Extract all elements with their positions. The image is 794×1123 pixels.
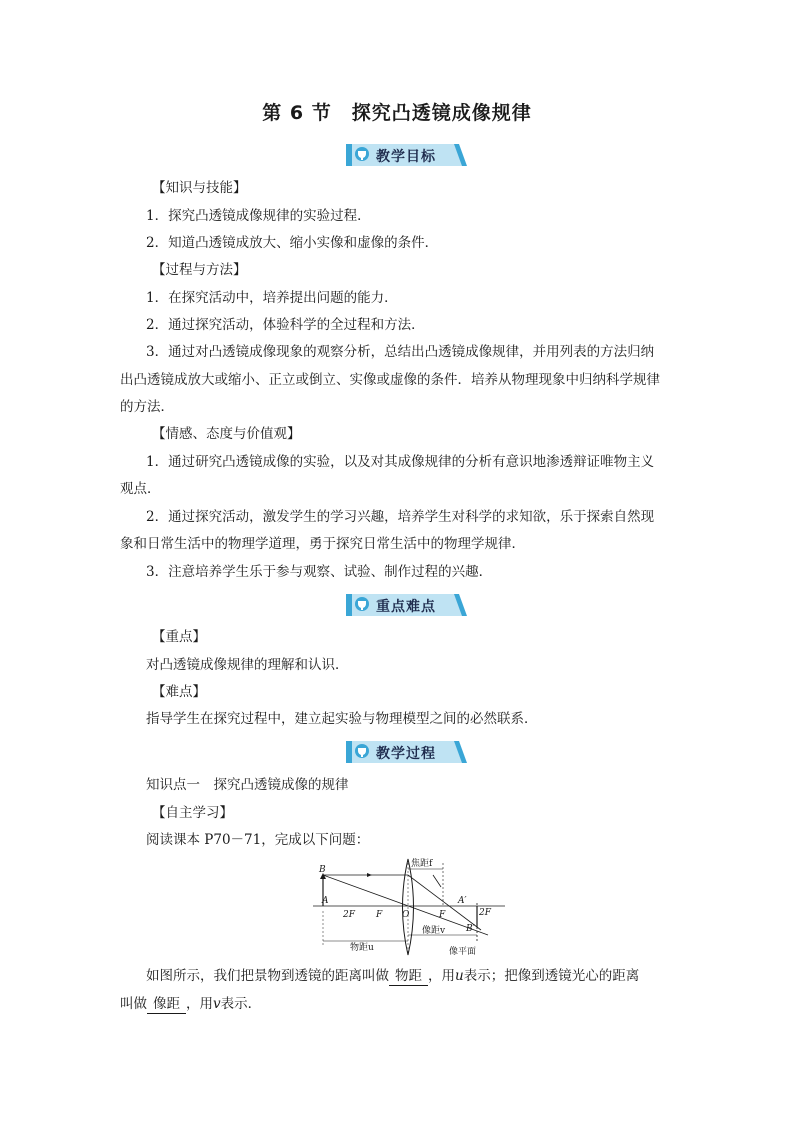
heading-key-point: 【重点】 [152, 629, 206, 645]
reading-instruction: 阅读课本 P70－71，完成以下问题： [146, 832, 370, 848]
variable-u: u [455, 968, 464, 984]
question-text: 如图所示，我们把景物到透镜的距离叫做 [146, 968, 389, 984]
key-point-text: 对凸透镜成像规律的理解和认识． [146, 657, 349, 673]
convex-lens-diagram [305, 855, 515, 960]
knowledge-point-title: 知识点一 探究凸透镜成像的规律 [146, 777, 349, 793]
label-image-plane: 像平面 [449, 947, 477, 957]
process-item-3-line-2: 出凸透镜成放大或缩小、正立或倒立、实像或虚像的条件．培养从物理现象中归纳科学规律 [120, 372, 660, 388]
label-focal-length: 焦距f [411, 859, 433, 869]
question-text: 表示；把像到透镜光心的距离 [463, 968, 640, 984]
label-F-right: F [439, 910, 446, 920]
answer-blank-image-distance: 像距 [147, 995, 186, 1014]
label-image-distance: 像距v [422, 926, 446, 936]
question-text: ，用 [186, 996, 213, 1012]
label-B-prime: B′ [466, 924, 475, 934]
section-banner-key [346, 592, 468, 618]
emotion-item-2-line-1: 2．通过探究活动，激发学生的学习兴趣，培养学生对科学的求知欲，乐于探索自然现 [146, 509, 655, 525]
page-title: 第 6 节 探究凸透镜成像规律 [262, 102, 532, 124]
answer-blank-object-distance: 物距 [389, 967, 428, 986]
emotion-item-1-line-2: 观点． [120, 481, 161, 497]
emotion-item-1-line-1: 1．通过研究凸透镜成像的实验，以及对其成像规律的分析有意识地渗透辩证唯物主义 [146, 454, 655, 470]
section-banner-goals [346, 142, 468, 168]
label-object-distance: 物距u [350, 943, 374, 953]
question-line-2 [120, 994, 261, 1014]
label-2F-right: 2F [479, 908, 491, 918]
difficulty-text: 指导学生在探究过程中，建立起实验与物理模型之间的必然联系． [146, 711, 538, 727]
process-item-3-line-3: 的方法． [120, 399, 174, 415]
banner-title: 教学过程 [376, 746, 436, 762]
process-item-2: 2．通过探究活动，体验科学的全过程和方法． [146, 317, 425, 333]
trophy-icon [355, 597, 369, 611]
emotion-item-2-line-2: 象和日常生活中的物理学道理，勇于探究日常生活中的物理学规律． [120, 536, 525, 552]
heading-difficulty: 【难点】 [152, 684, 206, 700]
emotion-item-3: 3．注意培养学生乐于参与观察、试验、制作过程的兴趣． [146, 564, 493, 580]
label-A: A [322, 896, 329, 906]
label-B: B [319, 865, 326, 875]
question-line-1 [146, 966, 639, 986]
heading-knowledge: 【知识与技能】 [152, 180, 247, 196]
refracted-ray [408, 875, 481, 930]
process-item-1: 1．在探究活动中，培养提出问题的能力． [146, 290, 398, 306]
question-text: ，用 [428, 968, 455, 984]
variable-v: v [213, 996, 221, 1012]
knowledge-item-1: 1．探究凸透镜成像规律的实验过程． [146, 208, 371, 224]
trophy-icon [355, 744, 369, 758]
process-item-3-line-1: 3．通过对凸透镜成像现象的观察分析，总结出凸透镜成像规律，并用列表的方法归纳 [146, 344, 655, 360]
label-F-left: F [376, 910, 383, 920]
banner-title: 重点难点 [376, 599, 436, 615]
section-banner-process [346, 739, 468, 765]
banner-title: 教学目标 [376, 149, 436, 165]
question-text: 表示． [220, 996, 262, 1012]
label-2F-left: 2F [343, 910, 355, 920]
heading-self-study: 【自主学习】 [152, 805, 233, 821]
knowledge-item-2: 2．知道凸透镜成放大、缩小实像和虚像的条件． [146, 235, 439, 251]
trophy-icon [355, 147, 369, 161]
label-A-prime: A′ [458, 896, 467, 906]
heading-emotion: 【情感、态度与价值观】 [152, 426, 301, 442]
question-text: 叫做 [120, 996, 147, 1012]
heading-process-method: 【过程与方法】 [152, 262, 247, 278]
label-O: O [402, 910, 410, 920]
